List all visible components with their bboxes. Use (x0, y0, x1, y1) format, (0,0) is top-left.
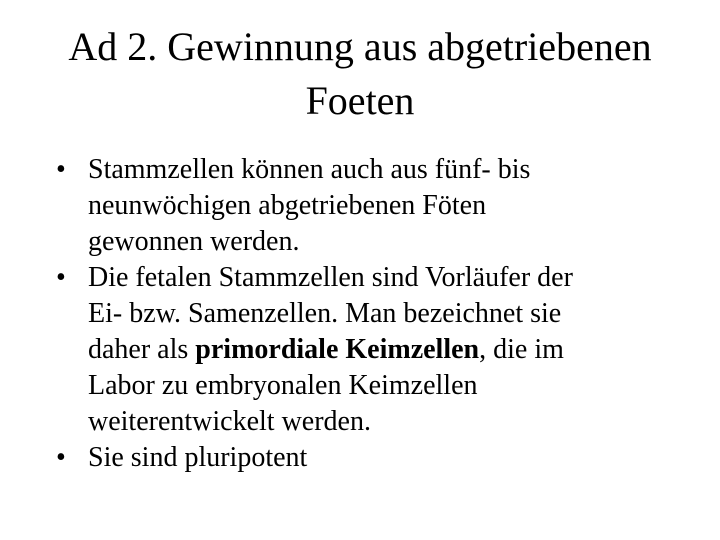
slide-title-line-1: Ad 2. Gewinnung aus abgetriebenen (68, 24, 652, 69)
bullet-2-text-before: daher als (88, 334, 196, 365)
slide-title (20, 20, 700, 128)
bullet-2-line-5: weiterentwickelt werden. (88, 406, 371, 437)
slide-title-line-2: Foeten (305, 78, 415, 123)
bullet-marker: • (56, 442, 66, 473)
bullet-item-pluripotent (56, 440, 676, 476)
bullet-2-line-3 (88, 332, 676, 368)
primordial-germ-cells-term: primordiale Keimzellen (195, 334, 480, 365)
bullet-3-line-1: Sie sind pluripotent (88, 442, 308, 473)
bullet-item-fetal-stem-cells (56, 260, 676, 440)
bullet-1-line-3: gewonnen werden. (88, 226, 300, 257)
bullet-1-line-1: Stammzellen können auch aus fünf- bis (88, 154, 531, 185)
bullet-marker: • (56, 262, 66, 293)
bullet-marker: • (56, 154, 66, 185)
bullet-1-line-2: neunwöchigen abgetriebenen Föten (88, 190, 487, 221)
bullet-2-line-4: Labor zu embryonalen Keimzellen (88, 370, 478, 401)
bullet-2-text-after: , die im (479, 334, 564, 365)
bullet-list (56, 152, 676, 476)
bullet-2-line-1: Die fetalen Stammzellen sind Vorläufer der (88, 262, 573, 293)
bullet-item-stem-cells-source (56, 152, 676, 260)
bullet-2-line-2: Ei- bzw. Samenzellen. Man bezeichnet sie (88, 298, 562, 329)
